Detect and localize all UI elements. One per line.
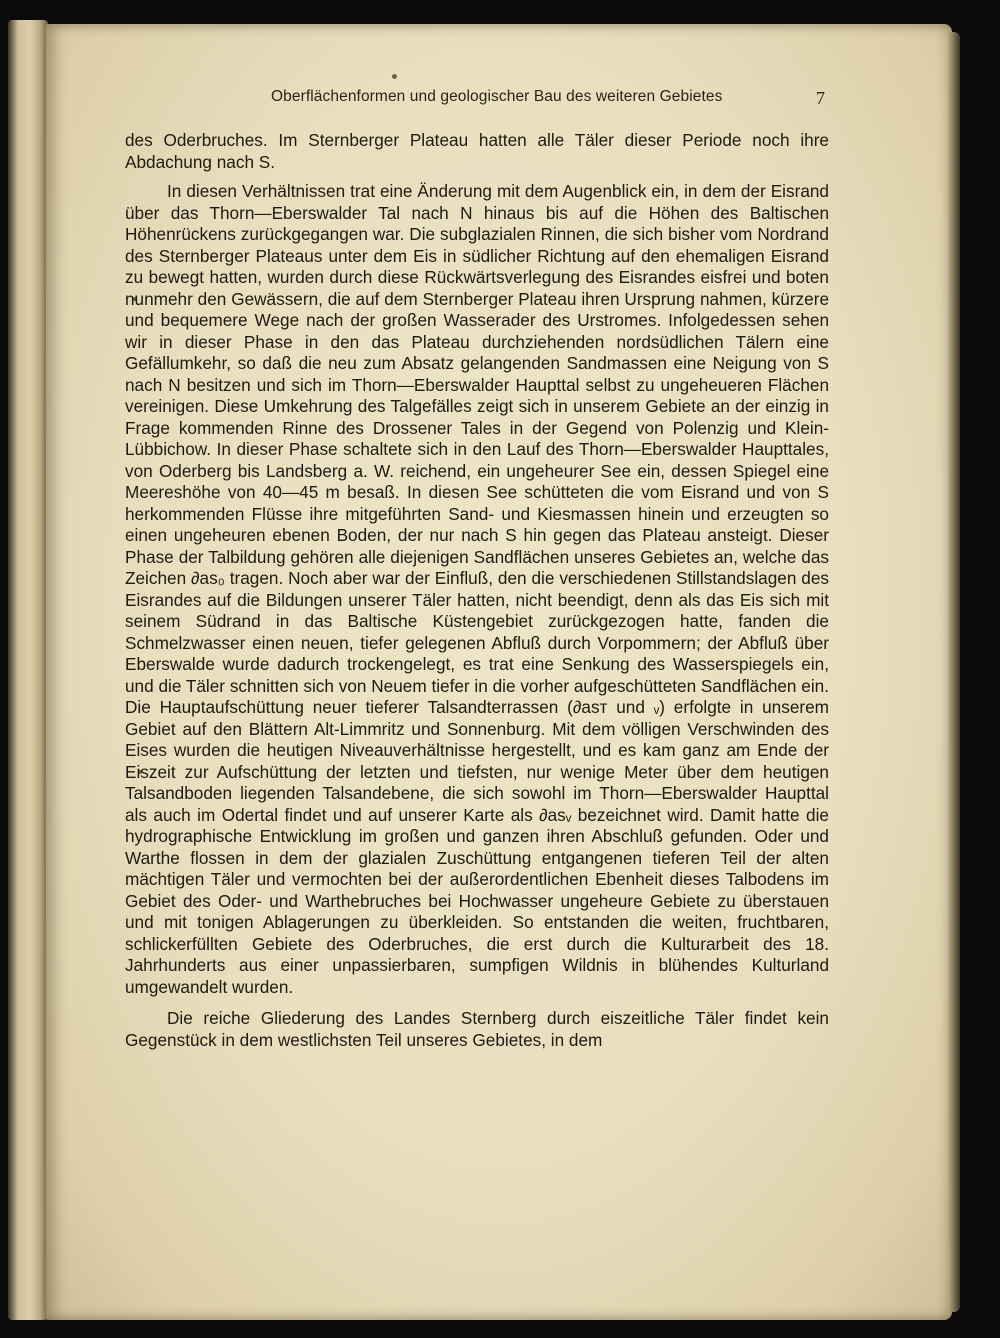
running-header: [125, 88, 825, 112]
paragraph-final: Die reiche Gliederung des Landes Sternberg durch eiszeitliche Täler findet kein Gegenstück in dem westlichsten Teil unseres Gebietes, in dem: [125, 1008, 829, 1050]
speck: [392, 74, 397, 79]
paragraph-main: In diesen Verhältnissen trat eine Änderung mit dem Augenblick ein, in dem der Eisrand über das Thorn—Eberswalder Tal nach N hinaus bis auf die Höhen des Baltischen Höhenrückens zurückgegangen war. Die subglazialen Rinnen, die sich bisher vom Nordrand des Sternberger Plateaus unter dem Eis in südlicher Richtung auf den ehemaligen Eisrand zu bewegt hatten, wurden durch diese Rückwärtsverlegung des Eisrandes eisfrei und boten nunmehr den Gewässern, die auf dem Sternberger Plateau ihren Ursprung nahmen, kürzere und bequemere Wege nach der großen Wasserader des Urstromes. Infolgedessen sehen wir in dieser Phase in den das Plateau durchziehenden nordsüdlichen Tälern eine Gefällumkehr, so daß die neu zum Absatz gelangenden Sandmassen eine Neigung von S nach N besitzen und sich im Thorn—Eberswalder Haupttal selbst zu ungeheueren Flächen vereinigen. Diese Umkehrung des Talgefälles zeigt sich in unserem Gebiete an der einzig in Frage kommenden Rinne des Drossener Tales in der Gegend von Polenzig und Klein-Lübbichow. In dieser Phase schaltete sich in den Lauf des Thorn—Eberswalder Haupttales, von Oderberg bis Landsberg a. W. reichend, ein ungeheurer See ein, dessen Spiegel eine Meereshöhe von 40—45 m besaß. In diesen See schütteten die vom Eisrand und von S herkommenden Flüsse ihre mitgeführten Sand- und Kiesmassen hinein und erzeugten so einen ungeheuren ebenen Boden, der nur nach S hin gegen das Plateau ansteigt. Dieser Phase der Talbildung gehören alle diejenigen Sandflächen unseres Gebietes an, welche das Zeichen ∂as₀ tragen. Noch aber war der Einfluß, den die verschiedenen Stillstandslagen des Eisrandes auf die Bildungen unserer Täler hatten, nicht beendigt, denn als das Eis sich mit seinem Südrand in das Baltische Küstengebiet zurückgezogen hatte, fanden die Schmelzwasser einen neuen, tiefer gelegenen Abfluß durch Vorpommern; der Abfluß über Eberswalde wurde dadurch trockengelegt, es trat eine Senkung des Wasserspiegels ein, und die Täler schnitten sich von Neuem tiefer in die vorher aufgeschütteten Sandflächen ein. Die Hauptaufschüttung neuer tieferer Talsandterrassen (∂asᴛ und ᵥ) erfolgte in unserem Gebiet auf den Blättern Alt-Limmritz und Sonnenburg. Mit dem völligen Verschwinden des Eises wurden die heutigen Niveauverhältnisse hergestellt, und es kam ganz am Ende der Eiszeit zur Aufschüttung der letzten und tiefsten, nur wenige Meter über dem heutigen Talsandboden liegenden Talsandebene, die sich sowohl im Thorn—Eberswalder Haupttal als auch im Odertal findet und auf unserer Karte als ∂asᵥ bezeichnet wird. Damit hatte die hydrographische Entwicklung im großen und ganzen ihren Abschluß gefunden. Oder und Warthe flossen in dem der glazialen Zuschüttung entgangenen tieferen Teil der alten mächtigen Täler und vermochten bei der außerordentlichen Ebenheit dieses Talbodens im Gebiet des Oder- und Warthebruches bei Hochwasser ungeheure Gebiete zu überstauen und mit tonigen Ablagerungen zu überkleiden. So entstanden die weiten, fruchtbaren, schlickerfüllten Gebiete des Oderbruches, die erst durch die Kulturarbeit des 18. Jahrhunderts aus einer unpassierbaren, sumpfigen Wildnis in blühendes Kulturland umgewandelt wurden.: [125, 181, 829, 997]
page-number: 7: [816, 88, 825, 108]
book-binding: [8, 20, 48, 1320]
header-title: Oberflächenformen und geologischer Bau des weiteren Gebietes: [271, 88, 723, 105]
paragraph-continuation: des Oderbruches. Im Sternberger Plateau hatten alle Täler dieser Periode noch ihre Abdachung nach S.: [125, 130, 829, 172]
page-edge: [948, 32, 960, 1312]
body-text: [125, 130, 829, 1059]
